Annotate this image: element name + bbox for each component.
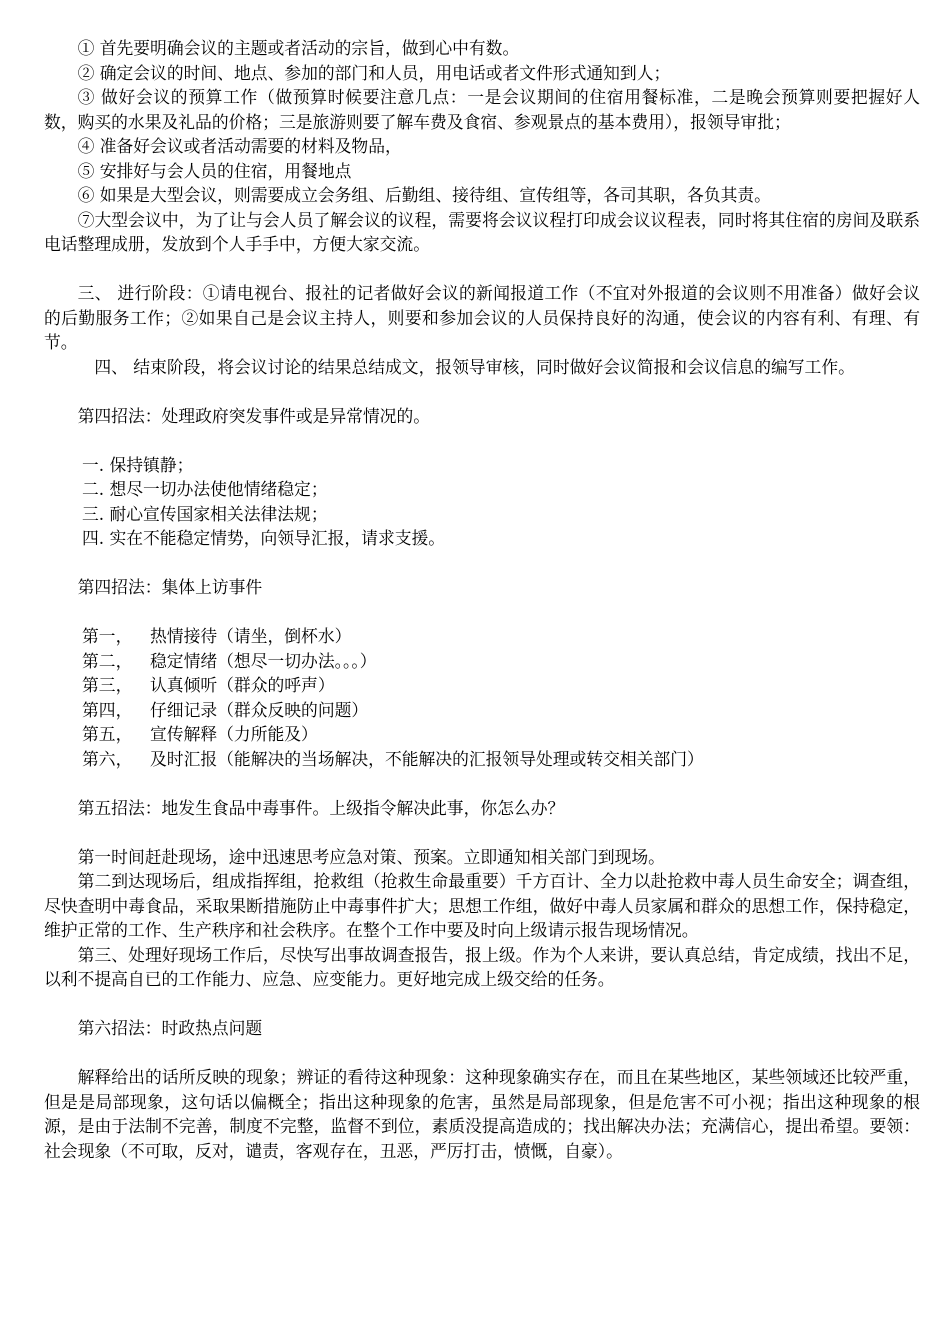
list-item [44, 747, 920, 772]
list-item-text: 仔细记录（群众反映的问题） [150, 699, 369, 720]
spacer [44, 820, 920, 845]
method-6-paragraph: 解释给出的话所反映的现象；辨证的看待这种现象：这种现象确实存在，而且在某些地区，某些领域还比较严重，但是是局部现象，这句话以偏概全；指出这种现象的危害，虽然是局部现象，但是危害不可小视；指出这种现象的根源，是由于法制不完善，制度不完整，监督不到位，素质没提高造成的；找出解决办法；充满信心，提出希望。要领：社会现象（不可取，反对，谴责，客观存在，丑恶，严厉打击，愤慨，自豪）。 [44, 1067, 920, 1161]
list-item: 三. 耐心宣传国家相关法律法规； [82, 503, 328, 524]
step-1: ① 首先要明确会议的主题或者活动的宗旨，做到心中有数。 [77, 38, 520, 58]
spacer [44, 1041, 920, 1066]
list-item [44, 722, 920, 747]
method-5-paragraph: 第二到达现场后，组成指挥组，抢救组（抢救生命最重要）千方百计、全力以赴抢救中毒人员生命安全；调查组，尽快查明中毒食品，采取果断措施防止中毒事件扩大；思想工作组，做好中毒人员家属和群众的思想工作，保持稳定，维护正常的工作、生产秩序和社会秩序。在整个工作中要及时向上级请示报告现场情况。 [44, 871, 920, 940]
list-item-text: 热情接待（请坐，倒杯水） [150, 626, 352, 646]
method-5-paragraph: 第三、处理好现场工作后，尽快写出事故调查报告，报上级。作为个人来讲，要认真总结，肯定成绩，找出不足，以利不提高自已的工作能力、应急、应变能力。更好地完成上级交给的任务。 [44, 944, 920, 989]
list-item-ordinal: 第六， [82, 748, 133, 769]
stage-4-paragraph: 四、 结束阶段，将会议讨论的结果总结成文，报领导审核，同时做好会议简报和会议信息的编写工作。 [94, 356, 855, 377]
list-item-text: 认真倾听（群众的呼声） [150, 675, 335, 695]
step-7: ⑦大型会议中，为了让与会人员了解会议的议程，需要将会议议程打印成会议议程表，同时将其住宿的房间及联系电话整理成册，发放到个人手手中，方便大家交流。 [44, 209, 920, 254]
step-4: ④ 准备好会议或者活动需要的材料及物品， [77, 136, 402, 156]
list-item-text: 宣传解释（力所能及） [150, 724, 318, 744]
step-3: ③ 做好会议的预算工作（做预算时候要注意几点：一是会议期间的住宿用餐标准，二是晚会预算则要把握好人数，购买的水果及礼品的价格；三是旅游则要了解车费及食宿、参观景点的基本费用），报领导审批； [44, 87, 920, 132]
spacer [44, 551, 920, 576]
list-item-text: 及时汇报（能解决的当场解决，不能解决的汇报领导处理或转交相关部门） [150, 748, 704, 769]
list-item-ordinal: 第二， [82, 650, 133, 671]
step-6: ⑥ 如果是大型会议，则需要成立会务组、后勤组、接待组、宣传组等，各司其职，各负其责。 [77, 185, 771, 205]
list-item-ordinal: 第三， [82, 675, 133, 695]
list-item-ordinal: 第一， [82, 626, 133, 646]
list-item [44, 624, 920, 649]
spacer [44, 428, 920, 453]
list-item: 一. 保持镇静； [82, 454, 194, 475]
method-4a-heading: 第四招法：处理政府突发事件或是异常情况的。 [77, 405, 431, 426]
list-item-ordinal: 第四， [82, 699, 133, 720]
method-6-heading: 第六招法：时政热点问题 [77, 1018, 263, 1038]
list-item [44, 673, 920, 698]
list-item-text: 稳定情绪（想尽一切办法。。。） [150, 650, 377, 671]
document-page [44, 36, 920, 1163]
list-item-ordinal: 第五， [82, 724, 133, 744]
list-item [44, 698, 920, 723]
method-5-paragraph: 第一时间赶赴现场，途中迅速思考应急对策、预案。立即通知相关部门到现场。 [77, 846, 665, 867]
spacer [44, 257, 920, 282]
step-5: ⑤ 安排好与会人员的住宿，用餐地点 [77, 160, 352, 181]
spacer [44, 771, 920, 796]
method-5-heading: 第五招法：地发生食品中毒事件。上级指令解决此事，你怎么办？ [77, 797, 565, 818]
list-item [44, 649, 920, 674]
spacer [44, 600, 920, 625]
spacer [44, 992, 920, 1017]
list-item: 二. 想尽一切办法使他情绪稳定； [82, 479, 328, 499]
step-2: ② 确定会议的时间、地点、参加的部门和人员，用电话或者文件形式通知到人； [77, 62, 671, 83]
list-item: 四. 实在不能稳定情势，向领导汇报，请求支援。 [82, 528, 446, 548]
stage-3-paragraph: 三、 进行阶段：①请电视台、报社的记者做好会议的新闻报道工作（不宜对外报道的会议则不用准备）做好会议的后勤服务工作；②如果自己是会议主持人，则要和参加会议的人员保持良好的沟通，使会议的内容有利、有理、有节。 [44, 283, 920, 352]
spacer [44, 379, 920, 404]
method-4b-heading: 第四招法：集体上访事件 [77, 577, 263, 597]
